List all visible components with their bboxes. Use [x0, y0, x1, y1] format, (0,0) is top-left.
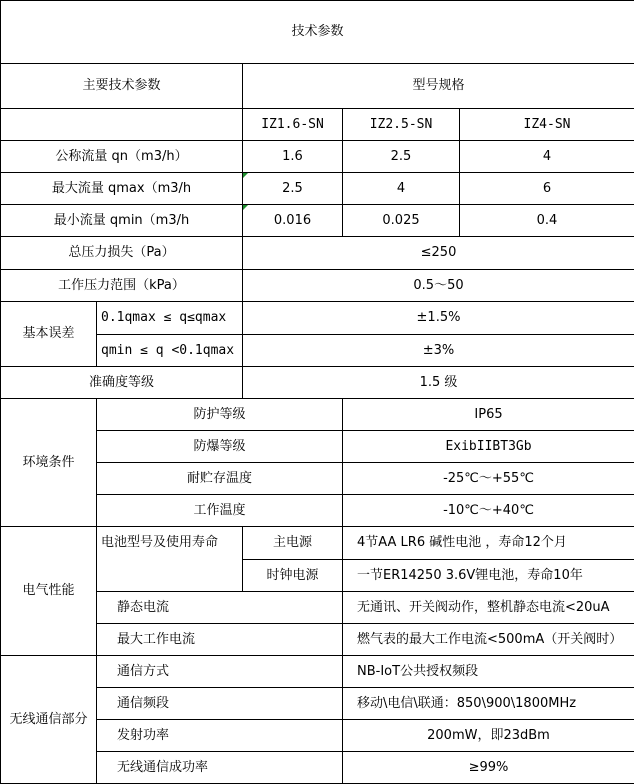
max-flow-iz4: 6	[460, 173, 634, 205]
nominal-flow-iz16: 1.6	[243, 141, 343, 173]
min-flow-iz4: 0.4	[460, 205, 634, 237]
model-spec-header: 型号规格	[243, 64, 634, 109]
success-rate-value: ≥99%	[343, 752, 634, 784]
pressure-range-value: 0.5～50	[243, 270, 634, 302]
comm-mode-label: 通信方式	[97, 656, 343, 688]
storage-temp-label: 耐贮存温度	[97, 463, 343, 495]
static-current-label: 静态电流	[97, 592, 343, 624]
basic-error-value-2: ±3%	[243, 335, 634, 367]
basic-error-cond-1: 0.1qmax ≤ q≤qmax	[97, 302, 243, 335]
clock-power-label: 时钟电源	[243, 560, 343, 592]
wireless-label: 无线通信部分	[1, 656, 97, 784]
environment-label: 环境条件	[1, 399, 97, 527]
protection-label: 防护等级	[97, 399, 343, 431]
table-row	[1, 463, 634, 495]
nominal-flow-iz25: 2.5	[343, 141, 460, 173]
main-power-value: 4节AA LR6 碱性电池 ，寿命12个月	[343, 527, 634, 560]
max-flow-label: 最大流量 qmax（m3/h	[1, 173, 243, 205]
pressure-loss-label: 总压力损失（Pa）	[1, 237, 243, 270]
min-flow-iz16-value: 0.016	[274, 213, 311, 228]
max-flow-iz25: 4	[343, 173, 460, 205]
basic-error-cond-2: qmin ≤ q <0.1qmax	[97, 335, 243, 367]
table-row	[1, 656, 634, 688]
max-current-label: 最大工作电流	[97, 624, 343, 656]
table-row	[1, 399, 634, 431]
table-row	[1, 270, 634, 302]
nominal-flow-iz4: 4	[460, 141, 634, 173]
static-current-value: 无通讯、开关阀动作，整机静态电流<20uA	[343, 592, 634, 624]
min-flow-label: 最小流量 qmin（m3/h	[1, 205, 243, 237]
clock-power-value: 一节ER14250 3.6V锂电池，寿命10年	[343, 560, 634, 592]
table-row	[1, 335, 634, 367]
table-row	[1, 141, 634, 173]
model-iz4: IZ4-SN	[460, 109, 634, 141]
table-row	[1, 688, 634, 720]
table-row	[1, 495, 634, 527]
tx-power-value: 200mW，即23dBm	[343, 720, 634, 752]
table-row	[1, 302, 634, 335]
table-row	[1, 592, 634, 624]
table-row	[1, 173, 634, 205]
accuracy-label: 准确度等级	[1, 367, 243, 399]
explosion-value: ExibIIBT3Gb	[343, 431, 634, 463]
empty-header-cell	[1, 109, 243, 141]
max-flow-iz16	[243, 173, 343, 205]
table-row	[1, 720, 634, 752]
min-flow-iz16	[243, 205, 343, 237]
battery-label: 电池型号及使用寿命	[97, 527, 243, 592]
pressure-range-label: 工作压力范围（kPa）	[1, 270, 243, 302]
explosion-label: 防爆等级	[97, 431, 343, 463]
comm-band-value: 移动\电信\联通：850\900\1800MHz	[343, 688, 634, 720]
storage-temp-value: -25℃～+55℃	[343, 463, 634, 495]
nominal-flow-label: 公称流量 qn（m3/h）	[1, 141, 243, 173]
table-row	[1, 624, 634, 656]
accuracy-value: 1.5 级	[243, 367, 634, 399]
comm-band-label: 通信频段	[97, 688, 343, 720]
basic-error-label: 基本误差	[1, 302, 97, 367]
working-temp-value: -10℃～+40℃	[343, 495, 634, 527]
protection-value: IP65	[343, 399, 634, 431]
max-current-value: 燃气表的最大工作电流<500mA（开关阀时）	[343, 624, 634, 656]
cell-marker-icon	[243, 173, 248, 178]
table-title: 技术参数	[1, 1, 634, 64]
pressure-loss-value: ≤250	[243, 237, 634, 270]
min-flow-iz25: 0.025	[343, 205, 460, 237]
main-params-header: 主要技术参数	[1, 64, 243, 109]
electrical-label: 电气性能	[1, 527, 97, 656]
comm-mode-value: NB-IoT公共授权频段	[343, 656, 634, 688]
table-row	[1, 431, 634, 463]
tx-power-label: 发射功率	[97, 720, 343, 752]
main-power-label: 主电源	[243, 527, 343, 560]
success-rate-label: 无线通信成功率	[97, 752, 343, 784]
table-row	[1, 367, 634, 399]
table-row	[1, 237, 634, 270]
model-iz16: IZ1.6-SN	[243, 109, 343, 141]
model-iz25: IZ2.5-SN	[343, 109, 460, 141]
table-row	[1, 752, 634, 784]
working-temp-label: 工作温度	[97, 495, 343, 527]
cell-marker-icon	[243, 205, 248, 210]
table-row	[1, 527, 634, 560]
basic-error-value-1: ±1.5%	[243, 302, 634, 335]
table-row	[1, 205, 634, 237]
max-flow-iz16-value: 2.5	[282, 181, 303, 196]
